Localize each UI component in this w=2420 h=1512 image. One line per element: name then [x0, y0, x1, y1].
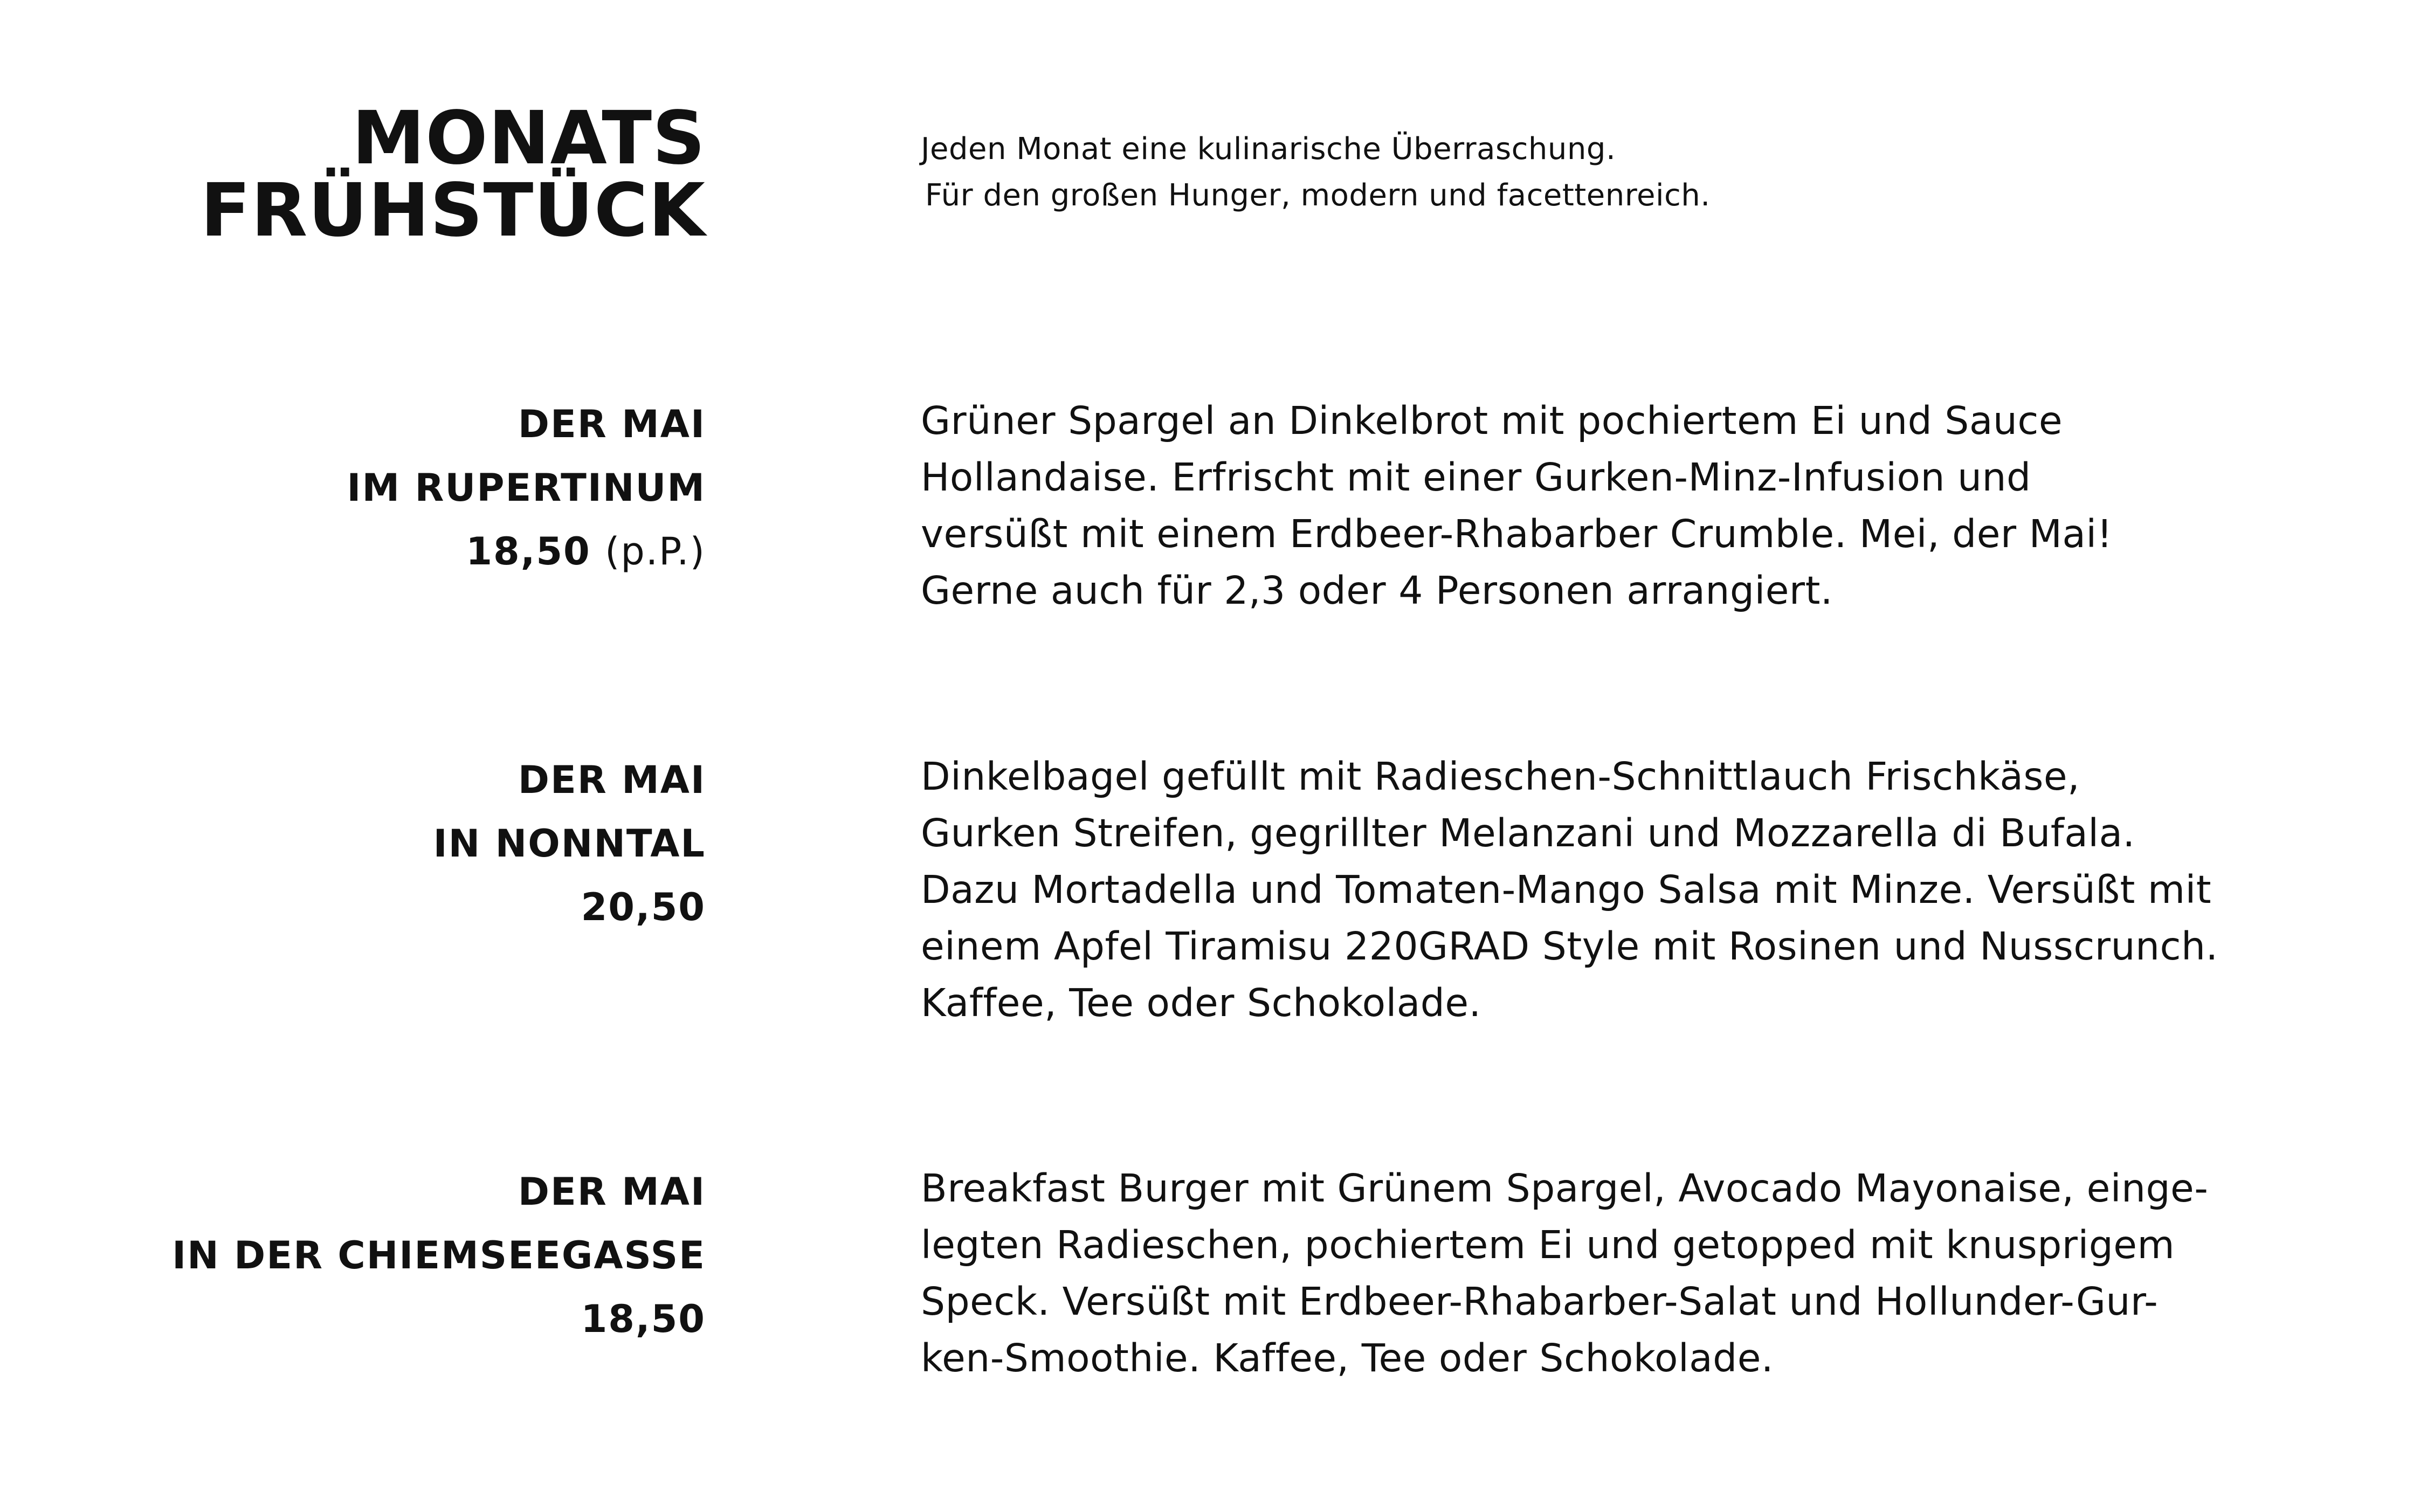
menu-item-name-line-2: IM RUPERTINUM [347, 466, 706, 510]
menu-item-title [347, 392, 706, 583]
description-line: versüßt mit einem Erdbeer-Rhabarber Crumble. Mei, der Mai! [921, 512, 2113, 556]
menu-item-name-line-1: DER MAI [518, 758, 706, 802]
page-title-line-1: MONATS [351, 96, 706, 181]
description-line: Grüner Spargel an Dinkelbrot mit pochiertem Ei und Sauce [921, 398, 2063, 443]
page-title [200, 96, 706, 253]
description-line: Gurken Streifen, gegrillter Melanzani und Mozzarella di Bufala. [921, 811, 2135, 855]
description-line: Hollandaise. Erfrischt mit einer Gurken-Minz-Infusion und [921, 455, 2031, 500]
description-line: Dazu Mortadella und Tomaten-Mango Salsa mit Minze. Versüßt mit [921, 867, 2212, 912]
menu-item-price: 20,50 [581, 885, 706, 929]
intro-line-2: Für den großen Hunger, modern und facettenreich. [925, 178, 1711, 213]
menu-item-name-line-1: DER MAI [518, 402, 706, 446]
menu-item-description [921, 748, 2218, 1031]
menu-item-title [172, 1160, 706, 1351]
page-title-line-2: FRÜHSTÜCK [200, 168, 706, 253]
menu-item-price: 18,50 [466, 529, 591, 574]
menu-item-title [433, 748, 706, 939]
intro-text [921, 126, 1711, 219]
menu-item-name-line-2: IN NONNTAL [433, 821, 706, 866]
menu-item-price: 18,50 [581, 1297, 706, 1341]
description-line: Gerne auch für 2,3 oder 4 Personen arrangiert. [921, 568, 1833, 613]
description-line: Breakfast Burger mit Grünem Spargel, Avocado Mayonaise, einge- [921, 1166, 2209, 1211]
menu-item-name-line-1: DER MAI [518, 1170, 706, 1214]
description-line: Dinkelbagel gefüllt mit Radieschen-Schnittlauch Frischkäse, [921, 754, 2080, 799]
description-line: legten Radieschen, pochiertem Ei und getopped mit knusprigem [921, 1223, 2175, 1267]
description-line: Kaffee, Tee oder Schokolade. [921, 981, 1481, 1025]
menu-item-name-line-2: IN DER CHIEMSEEGASSE [172, 1233, 706, 1278]
intro-line-1: Jeden Monat eine kulinarische Überraschung. [921, 132, 1616, 167]
description-line: einem Apfel Tiramisu 220GRAD Style mit Rosinen und Nusscrunch. [921, 924, 2218, 969]
description-line: ken-Smoothie. Kaffee, Tee oder Schokolade. [921, 1336, 1774, 1380]
menu-item-description [921, 1160, 2208, 1386]
menu-item-price-note: (p.P.) [605, 529, 706, 574]
menu-item-description [921, 392, 2113, 619]
menu-item-price-row [347, 520, 706, 583]
description-line: Speck. Versüßt mit Erdbeer-Rhabarber-Salat und Hollunder-Gur- [921, 1279, 2159, 1324]
